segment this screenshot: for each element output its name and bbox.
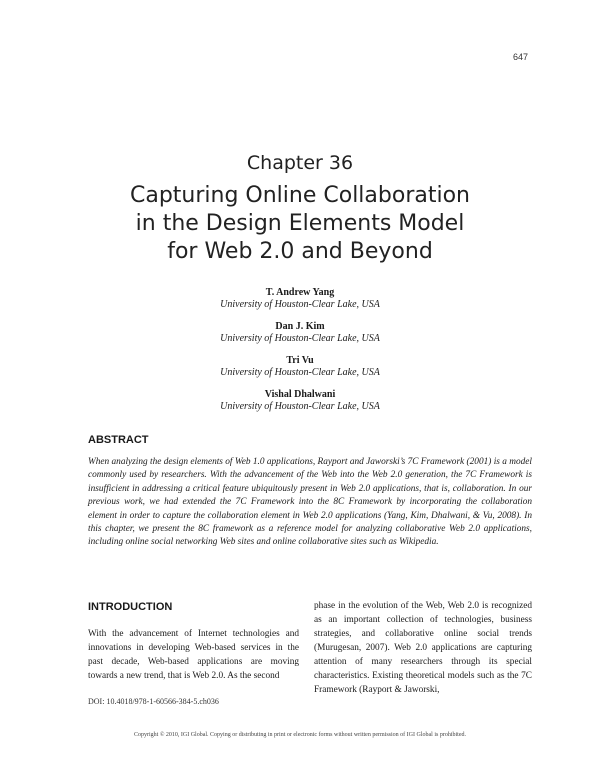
author-affiliation: University of Houston-Clear Lake, USA: [220, 367, 380, 378]
title-line: in the Design Elements Model: [135, 211, 465, 236]
introduction-column-right: phase in the evolution of the Web, Web 2.0 is recognized as an important collection of technologies, business strategies, and collaborative online social trends (Murugesan, 2007). Web 2.0 applications are capturing attention of many researchers through its special characteristics. Existing theoretical models such as the 7C Framework (Rayport & Jaworski,: [314, 601, 532, 695]
author-block: [0, 321, 600, 345]
author-name: Tri Vu: [286, 355, 314, 366]
abstract-text: When analyzing the design elements of Web 1.0 applications, Rayport and Jaworski’s 7C Framework (2001) is a model commonly used by researchers. With the advancement of the Web into the Web 2.0 generation, the 7C Framework is insufficient in addressing a critical feature ubiquitously present in Web 2.0 applications, that is, collaboration. In our previous work, we had extended the 7C Framework into the 8C Framework by incorporating the collaboration element in order to capture the collaboration element in Web 2.0 applications (Yang, Kim, Dhalwani, & Vu, 2008). In this chapter, we present the 8C framework as a reference model for analyzing collaborative Web 2.0 applications, including online social networking Web sites and online collaborative sites such as Wikipedia.: [88, 457, 532, 548]
author-affiliation: University of Houston-Clear Lake, USA: [220, 333, 380, 344]
author-affiliation: University of Houston-Clear Lake, USA: [220, 401, 380, 412]
author-affiliation: University of Houston-Clear Lake, USA: [220, 299, 380, 310]
copyright-notice: Copyright © 2010, IGI Global. Copying or distributing in print or electronic forms without written permission of IGI Global is prohibited.: [133, 732, 466, 738]
author-name: Vishal Dhalwani: [264, 389, 336, 400]
doi-footnote: DOI: 10.4018/978-1-60566-384-5.ch036: [88, 697, 219, 706]
author-block: [0, 287, 600, 311]
introduction-column-left: With the advancement of Internet technologies and innovations in developing Web-based services in the past decade, Web-based applications are moving towards a new trend, that is Web 2.0. As the second: [88, 629, 299, 681]
chapter-title: [40, 182, 560, 266]
title-line: Capturing Online Collaboration: [129, 183, 470, 208]
author-block: [0, 355, 600, 379]
author-name: Dan J. Kim: [275, 321, 325, 332]
title-line: for Web 2.0 and Beyond: [167, 239, 433, 264]
chapter-label: Chapter 36: [246, 152, 354, 174]
page-number: 647: [512, 52, 528, 62]
introduction-heading: INTRODUCTION: [88, 601, 173, 613]
author-name: T. Andrew Yang: [265, 287, 335, 298]
author-block: [0, 389, 600, 413]
author-list: [0, 287, 600, 423]
abstract-heading: ABSTRACT: [88, 434, 149, 446]
